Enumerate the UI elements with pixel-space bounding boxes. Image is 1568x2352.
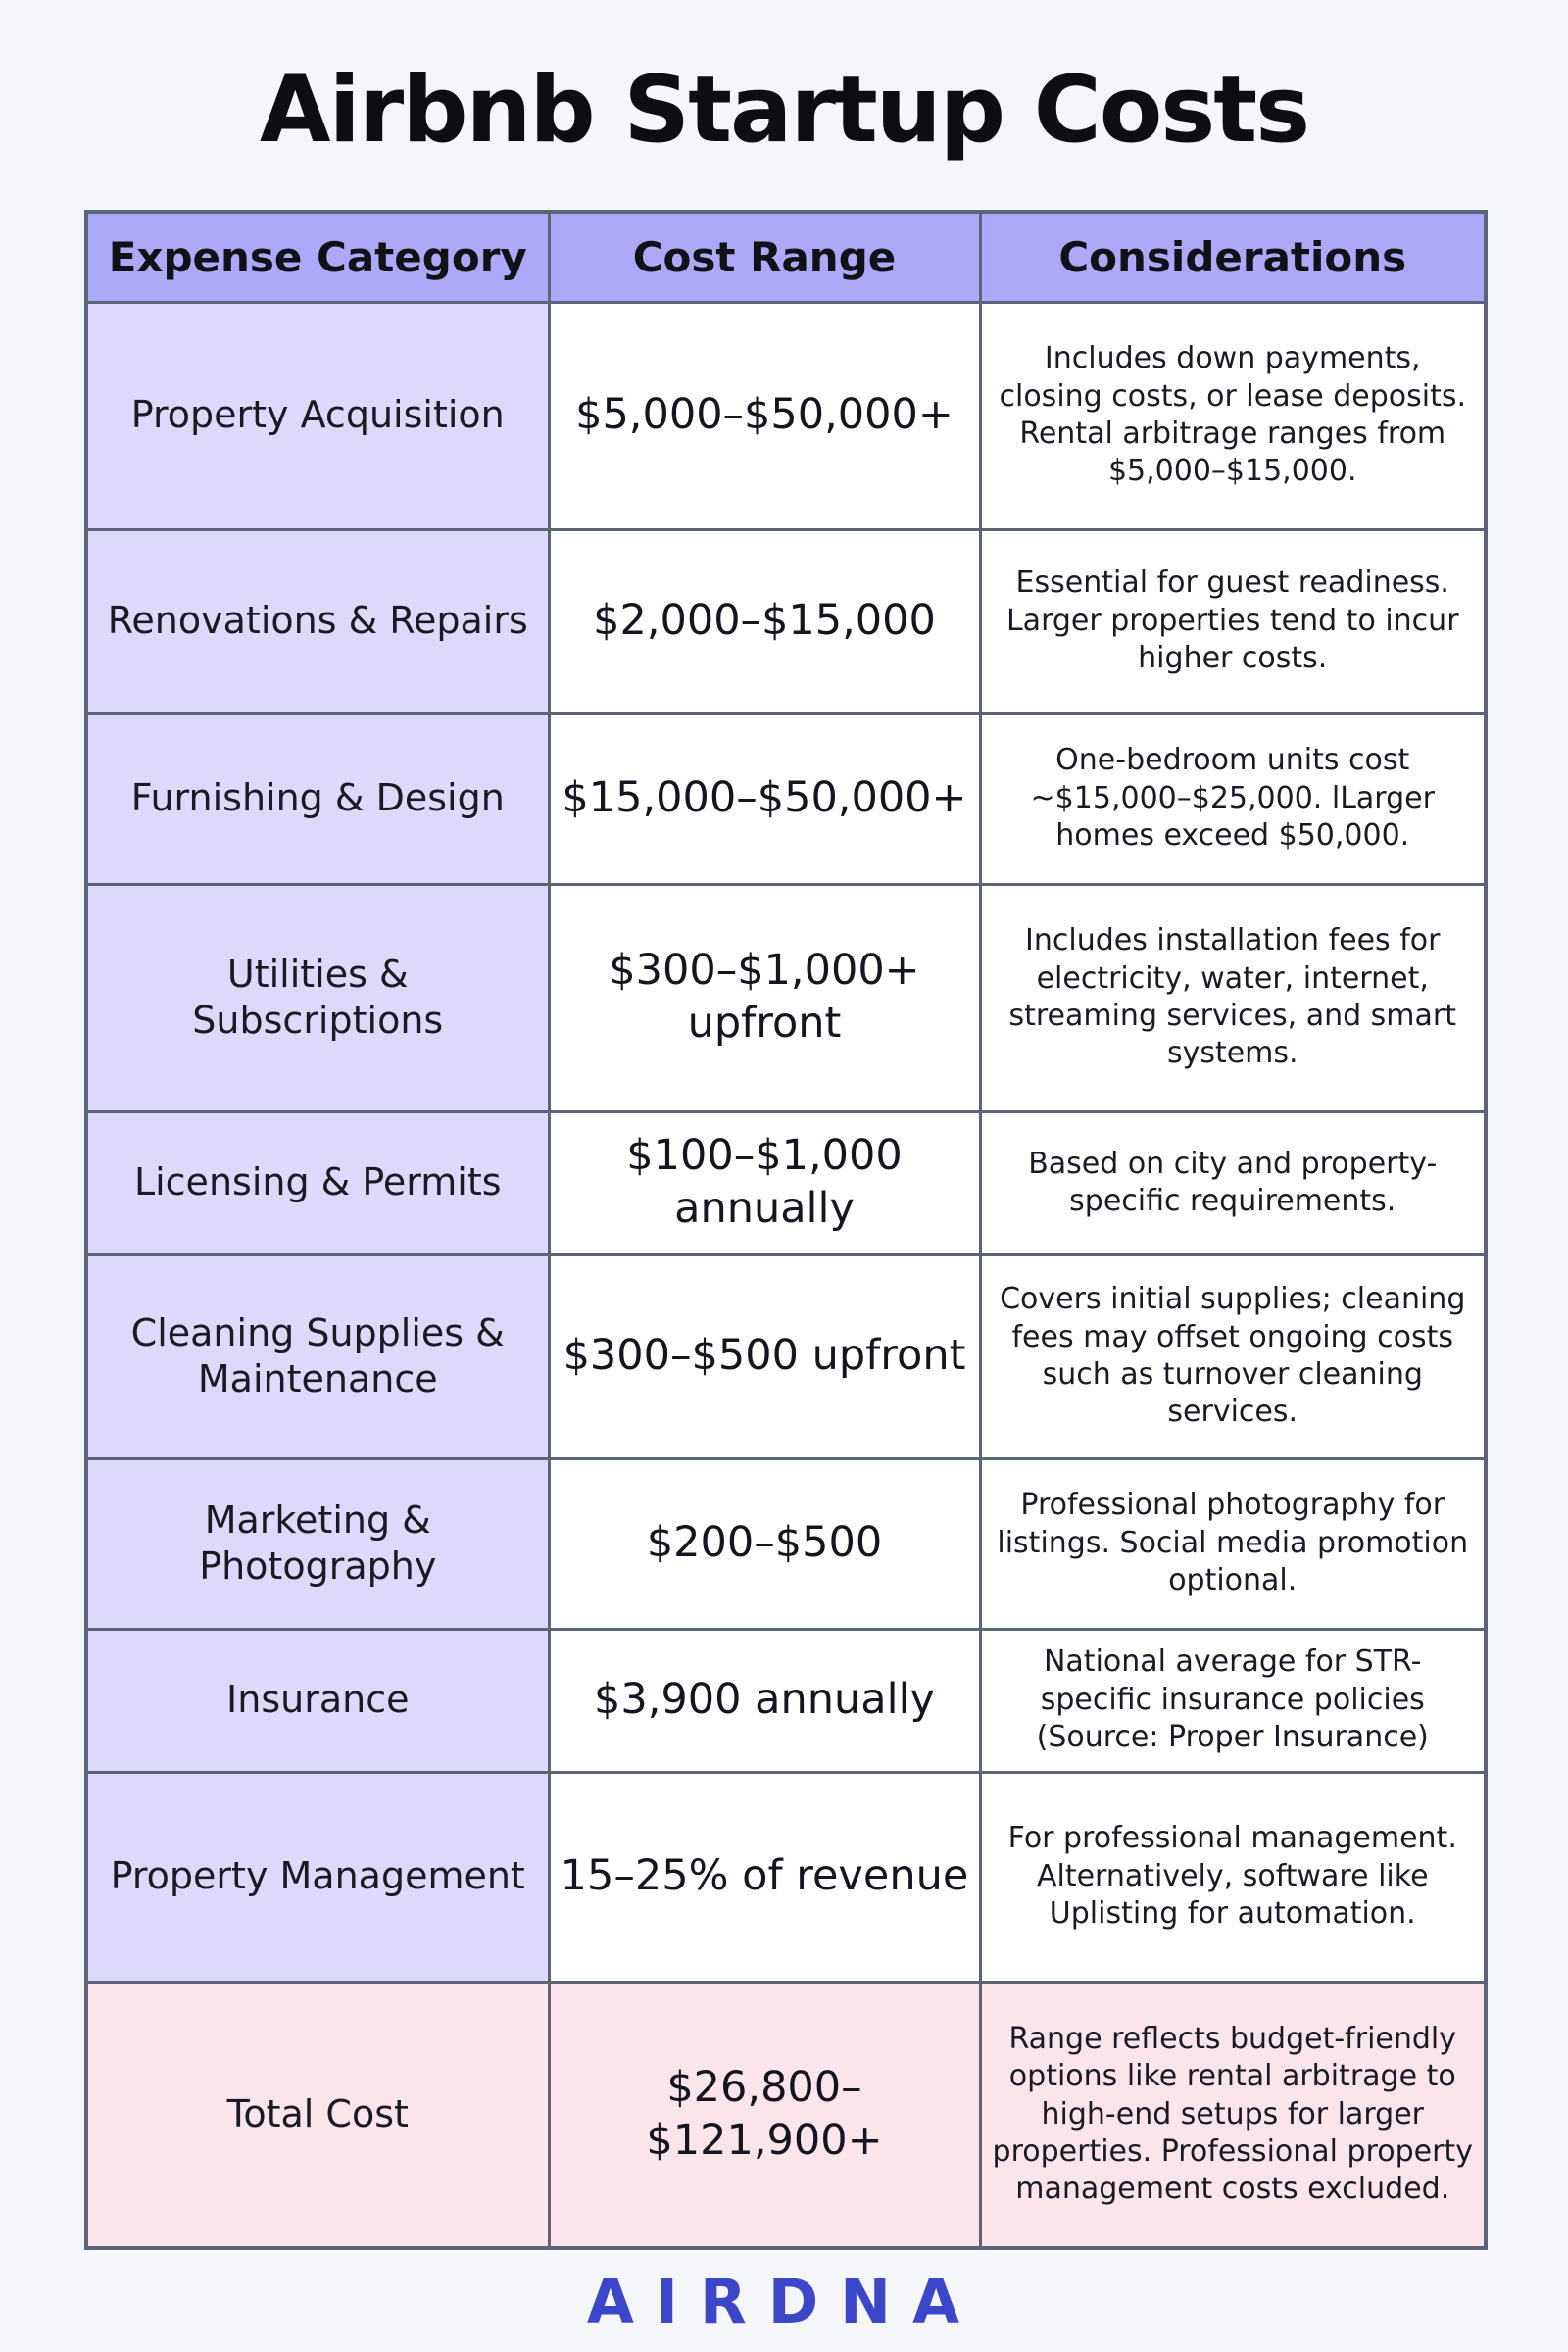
row-considerations: Includes installation fees for electricity, water, internet, streaming services, and smart systems.: [980, 884, 1486, 1111]
table-row: [86, 884, 1486, 1111]
table-row: [86, 302, 1486, 529]
row-cost-range: $200–$500: [549, 1458, 980, 1629]
row-category: Utilities & Subscriptions: [86, 884, 549, 1111]
total-considerations: Range reflects budget-friendly options like rental arbitrage to high-end setups for larger properties. Professional property management costs excluded.: [980, 1982, 1486, 2248]
row-category: Marketing & Photography: [86, 1458, 549, 1629]
row-category: Licensing & Permits: [86, 1111, 549, 1254]
total-category: Total Cost: [86, 1982, 549, 2248]
row-cost-range: $15,000–$50,000+: [549, 713, 980, 884]
row-category: Furnishing & Design: [86, 713, 549, 884]
row-considerations: Includes down payments, closing costs, or lease deposits. Rental arbitrage ranges from $5,000–$15,000.: [980, 302, 1486, 529]
row-cost-range: $5,000–$50,000+: [549, 302, 980, 529]
row-category: Renovations & Repairs: [86, 529, 549, 713]
row-cost-range: $300–$500 upfront: [549, 1254, 980, 1458]
table-row: [86, 1254, 1486, 1458]
total-row: [86, 1982, 1486, 2248]
header-considerations: Considerations: [980, 212, 1486, 302]
table-row: [86, 1772, 1486, 1982]
row-considerations: Professional photography for listings. Social media promotion optional.: [980, 1458, 1486, 1629]
row-considerations: Essential for guest readiness. Larger properties tend to incur higher costs.: [980, 529, 1486, 713]
row-category: Property Management: [86, 1772, 549, 1982]
table-row: [86, 1111, 1486, 1254]
row-cost-range: $2,000–$15,000: [549, 529, 980, 713]
table-header-row: [86, 212, 1486, 302]
row-category: Property Acquisition: [86, 302, 549, 529]
row-category: Cleaning Supplies & Maintenance: [86, 1254, 549, 1458]
page-title: Airbnb Startup Costs: [259, 57, 1309, 164]
row-category: Insurance: [86, 1629, 549, 1772]
row-considerations: Based on city and property-specific requirements.: [980, 1111, 1486, 1254]
row-cost-range: 15–25% of revenue: [549, 1772, 980, 1982]
table-row: [86, 1458, 1486, 1629]
row-considerations: Covers initial supplies; cleaning fees may offset ongoing costs such as turnover cleaning services.: [980, 1254, 1486, 1458]
row-cost-range: $100–$1,000 annually: [549, 1111, 980, 1254]
table-row: [86, 1629, 1486, 1772]
startup-costs-table: [84, 210, 1488, 2250]
row-considerations: For professional management. Alternatively, software like Uplisting for automation.: [980, 1772, 1486, 1982]
row-considerations: One-bedroom units cost ~$15,000–$25,000. lLarger homes exceed $50,000.: [980, 713, 1486, 884]
total-cost-range: $26,800–$121,900+: [549, 1982, 980, 2248]
airdna-logo: AIRDNA: [586, 2266, 982, 2337]
row-cost-range: $3,900 annually: [549, 1629, 980, 1772]
row-cost-range: $300–$1,000+ upfront: [549, 884, 980, 1111]
row-considerations: National average for STR-specific insurance policies (Source: Proper Insurance): [980, 1629, 1486, 1772]
table-row: [86, 529, 1486, 713]
header-expense-category: Expense Category: [86, 212, 549, 302]
table-row: [86, 713, 1486, 884]
header-cost-range: Cost Range: [549, 212, 980, 302]
